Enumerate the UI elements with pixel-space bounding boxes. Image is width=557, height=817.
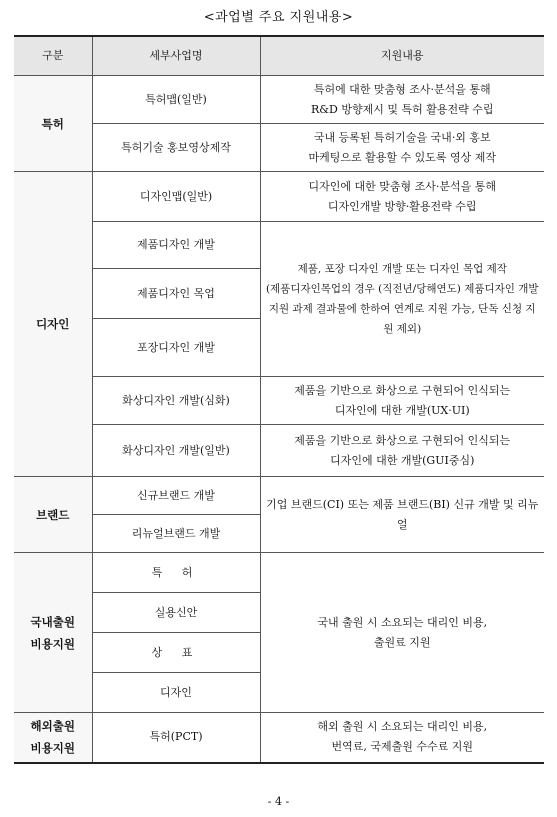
project-name: 화상디자인 개발(심화) <box>92 377 260 425</box>
category-patent: 특허 <box>14 76 92 172</box>
category-domestic: 국내출원 비용지원 <box>14 553 92 713</box>
table-row <box>14 172 544 222</box>
table-caption: <과업별 주요 지원내용> <box>203 10 354 25</box>
table-row <box>14 553 544 593</box>
table-header-row <box>14 36 544 76</box>
project-name: 특허(PCT) <box>92 713 260 763</box>
support-content: 디자인에 대한 맞춤형 조사·분석을 통해 디자인개발 방향·활용전략 수립 <box>260 172 544 222</box>
header-category: 구분 <box>14 36 92 76</box>
page-number: - 4 - <box>267 795 290 808</box>
category-design: 디자인 <box>14 172 92 477</box>
support-content: 국내 출원 시 소요되는 대리인 비용, 출원료 지원 <box>260 553 544 713</box>
project-name: 특 허 <box>92 553 260 593</box>
category-overseas: 해외출원 비용지원 <box>14 713 92 763</box>
support-content: 국내 등록된 특허기술을 국내·외 홍보 마케팅으로 활용할 수 있도록 영상 제작 <box>260 124 544 172</box>
header-project: 세부사업명 <box>92 36 260 76</box>
project-name: 신규브랜드 개발 <box>92 477 260 515</box>
table-row <box>14 425 544 477</box>
project-name: 포장디자인 개발 <box>92 319 260 377</box>
project-name: 특허맵(일반) <box>92 76 260 124</box>
table-row <box>14 477 544 515</box>
support-content-shared: 제품, 포장 디자인 개발 또는 디자인 목업 제작 (제품디자인목업의 경우 (직전년/당해연도) 제품디자인 개발 지원 과제 결과물에 한하여 연계로 지원 가능, 단독 신청 지원 제외) <box>260 222 544 377</box>
support-table <box>14 35 544 764</box>
project-name: 화상디자인 개발(일반) <box>92 425 260 477</box>
project-name: 제품디자인 목업 <box>92 269 260 319</box>
support-content: 기업 브랜드(CI) 또는 제품 브랜드(BI) 신규 개발 및 리뉴얼 <box>260 477 544 553</box>
support-content: 해외 출원 시 소요되는 대리인 비용, 번역료, 국제출원 수수료 지원 <box>260 713 544 763</box>
category-brand: 브랜드 <box>14 477 92 553</box>
project-name: 특허기술 홍보영상제작 <box>92 124 260 172</box>
table-row <box>14 76 544 124</box>
table-row <box>14 713 544 763</box>
project-name: 디자인맵(일반) <box>92 172 260 222</box>
project-name: 제품디자인 개발 <box>92 222 260 269</box>
table-row <box>14 222 544 269</box>
support-content: 제품을 기반으로 화상으로 구현되어 인식되는 디자인에 대한 개발(GUI중심) <box>260 425 544 477</box>
header-content: 지원내용 <box>260 36 544 76</box>
table-row <box>14 377 544 425</box>
project-name: 리뉴얼브랜드 개발 <box>92 515 260 553</box>
project-name: 실용신안 <box>92 593 260 633</box>
support-content: 특허에 대한 맞춤형 조사·분석을 통해 R&D 방향제시 및 특허 활용전략 수립 <box>260 76 544 124</box>
project-name: 디자인 <box>92 673 260 713</box>
support-content: 제품을 기반으로 화상으로 구현되어 인식되는 디자인에 대한 개발(UX·UI) <box>260 377 544 425</box>
table-row <box>14 124 544 172</box>
project-name: 상 표 <box>92 633 260 673</box>
